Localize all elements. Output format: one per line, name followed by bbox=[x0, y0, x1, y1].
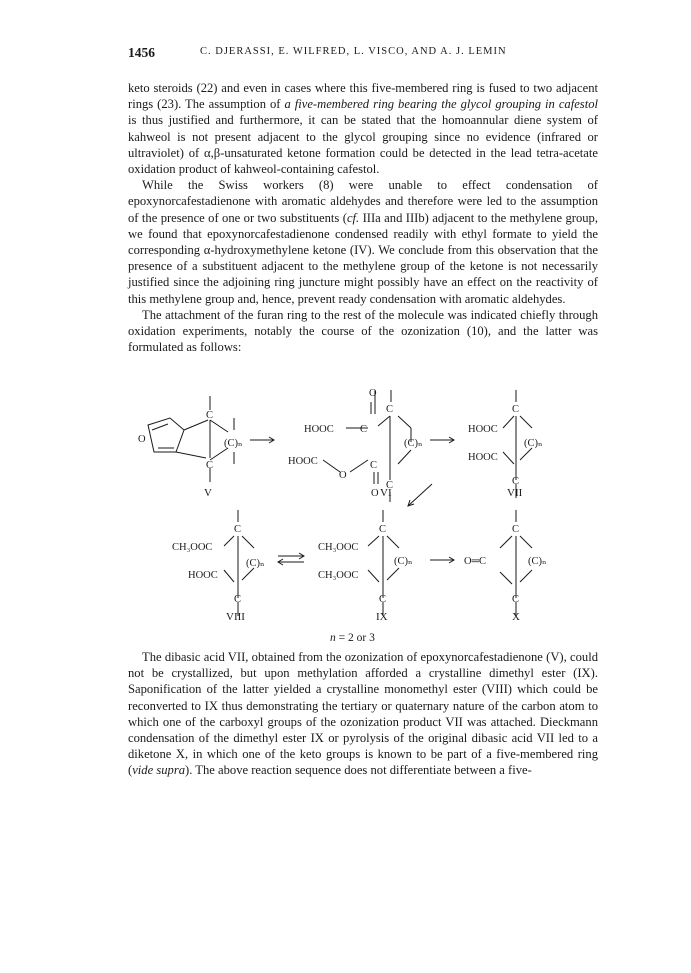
structure-vi bbox=[323, 390, 411, 502]
group-ch3ooc: CH₃OOC bbox=[172, 542, 213, 553]
paragraph-furan-attachment bbox=[128, 307, 598, 356]
atom-c: C bbox=[360, 424, 368, 435]
compound-label-vii: VII bbox=[507, 487, 523, 499]
body-text-bottom bbox=[128, 649, 598, 779]
paragraph-condensation bbox=[128, 177, 598, 307]
text-run: IIIa and IIIb) adjacent to the methylene group, we found that epoxynorcafestadienone condensed readily with ethyl formate to yield the corresponding α-hydroxymethylene ketone (IV). We conclude from this observation that the presence of a substituent adjacent to the methylene group of the ketone is not necessarily justified since the adjoining ring juncture might possibly have an effect on the reactivity of this methylene group and, hence, prevent ready condensation with aromatic aldehydes. bbox=[128, 210, 599, 306]
page-number: 1456 bbox=[128, 45, 155, 60]
group-hooc: HOOC bbox=[304, 424, 334, 435]
ring-size-label: (C)ₙ bbox=[224, 438, 243, 449]
atom-c: C bbox=[512, 594, 520, 605]
group-o-eq-c: O═C bbox=[464, 556, 487, 567]
atom-c: C bbox=[386, 404, 394, 415]
atom-o: O bbox=[371, 488, 379, 499]
atom-c: C bbox=[206, 410, 214, 421]
atom-c: C bbox=[206, 460, 214, 471]
text-run: The dibasic acid VII, obtained from the ozonization of epoxynorcafestadienone (V), could not be crystallized, but upon methylation afforded a crystalline dimethyl ester (IX). Saponification of the latter yielded a crystalline monomethyl ester (VIII) which could be reconverted to IX thus demonstrating the tertiary or quaternary nature of the carbon atom to which one of the carboxyl groups of the ozonization product VII was attached. Dieckmann condensation of the dimethyl ester IX or pyrolysis of the original dibasic acid VII led to a diketone X, in which one of the keto groups is known to be part of a five-membered ring ( bbox=[128, 650, 598, 778]
compound-label-x: X bbox=[512, 611, 520, 623]
group-ch3ooc: CH₃OOC bbox=[318, 570, 359, 581]
atom-c: C bbox=[234, 594, 242, 605]
compound-labels bbox=[204, 487, 523, 623]
atom-o: O bbox=[138, 434, 146, 445]
atom-c: C bbox=[512, 476, 520, 487]
text-run: keto steroids (22) and even in cases where this five-membered ring is fused to two adjacent rings (23). The assumption of bbox=[128, 81, 598, 112]
compound-label-vi: VI bbox=[380, 487, 392, 499]
compound-label-viii: VIII bbox=[226, 611, 245, 623]
italic-text: a five-membered ring bearing the glycol grouping in cafestol bbox=[284, 97, 598, 112]
scheme-drawing bbox=[128, 380, 598, 635]
atom-c: C bbox=[370, 460, 378, 471]
atom-o: O bbox=[369, 388, 377, 399]
group-hooc: HOOC bbox=[468, 424, 498, 435]
scheme-atoms bbox=[138, 388, 547, 605]
author-line: C. DJERASSI, E. WILFRED, L. VISCO, AND A. J. LEMIN bbox=[200, 46, 507, 57]
note-text: = 2 or 3 bbox=[335, 632, 375, 644]
atom-c: C bbox=[234, 524, 242, 535]
group-ch3ooc: CH₃OOC bbox=[318, 542, 359, 553]
text-run: ). The above reaction sequence does not differentiate between a five- bbox=[185, 763, 532, 778]
atom-c: C bbox=[386, 480, 394, 491]
group-hooc: HOOC bbox=[288, 456, 318, 467]
ring-size-label: (C)ₙ bbox=[524, 438, 543, 449]
atom-c: C bbox=[379, 594, 387, 605]
compound-label-ix: IX bbox=[376, 611, 388, 623]
text-run: is thus justified and furthermore, it can be stated that the homoannular diene system of kahweol is not present adjacent to the glycol grouping since no evidence (infrared or ultraviolet) of α,β-unsaturated ketone formation could be detected in the lead tetra-acetate oxidation product of kahweol-containing cafestol. bbox=[128, 113, 598, 177]
ring-size-label: (C)ₙ bbox=[528, 556, 547, 567]
italic-text: cf. bbox=[346, 210, 360, 225]
body-text-top bbox=[128, 80, 598, 355]
running-header bbox=[128, 45, 596, 63]
paragraph-dibasic-acid bbox=[128, 649, 598, 779]
ring-size-note bbox=[330, 632, 375, 644]
text-run: While the Swiss workers (8) were unable to effect condensation of epoxynorcafestadienone with aromatic aldehydes and therefore were led to the assumption of the presence of one or two substituents ( bbox=[128, 178, 598, 225]
reaction-scheme bbox=[128, 380, 598, 635]
compound-label-v: V bbox=[204, 487, 212, 499]
group-hooc: HOOC bbox=[188, 570, 218, 581]
group-hooc: HOOC bbox=[468, 452, 498, 463]
structure-v bbox=[148, 396, 234, 482]
atom-o: O bbox=[339, 470, 347, 481]
atom-c: C bbox=[512, 404, 520, 415]
atom-c: C bbox=[379, 524, 387, 535]
paragraph-continued bbox=[128, 80, 598, 177]
atom-c: C bbox=[512, 524, 520, 535]
text-run: The attachment of the furan ring to the rest of the molecule was indicated chiefly through oxidation experiments, notably the course of the ozonization (10), and the latter was formulated as follows: bbox=[128, 307, 598, 355]
note-variable: n bbox=[330, 632, 336, 644]
italic-text: vide supra bbox=[132, 763, 186, 778]
ring-size-label: (C)ₙ bbox=[404, 438, 423, 449]
ring-size-label: (C)ₙ bbox=[394, 556, 413, 567]
ring-size-label: (C)ₙ bbox=[246, 558, 265, 569]
